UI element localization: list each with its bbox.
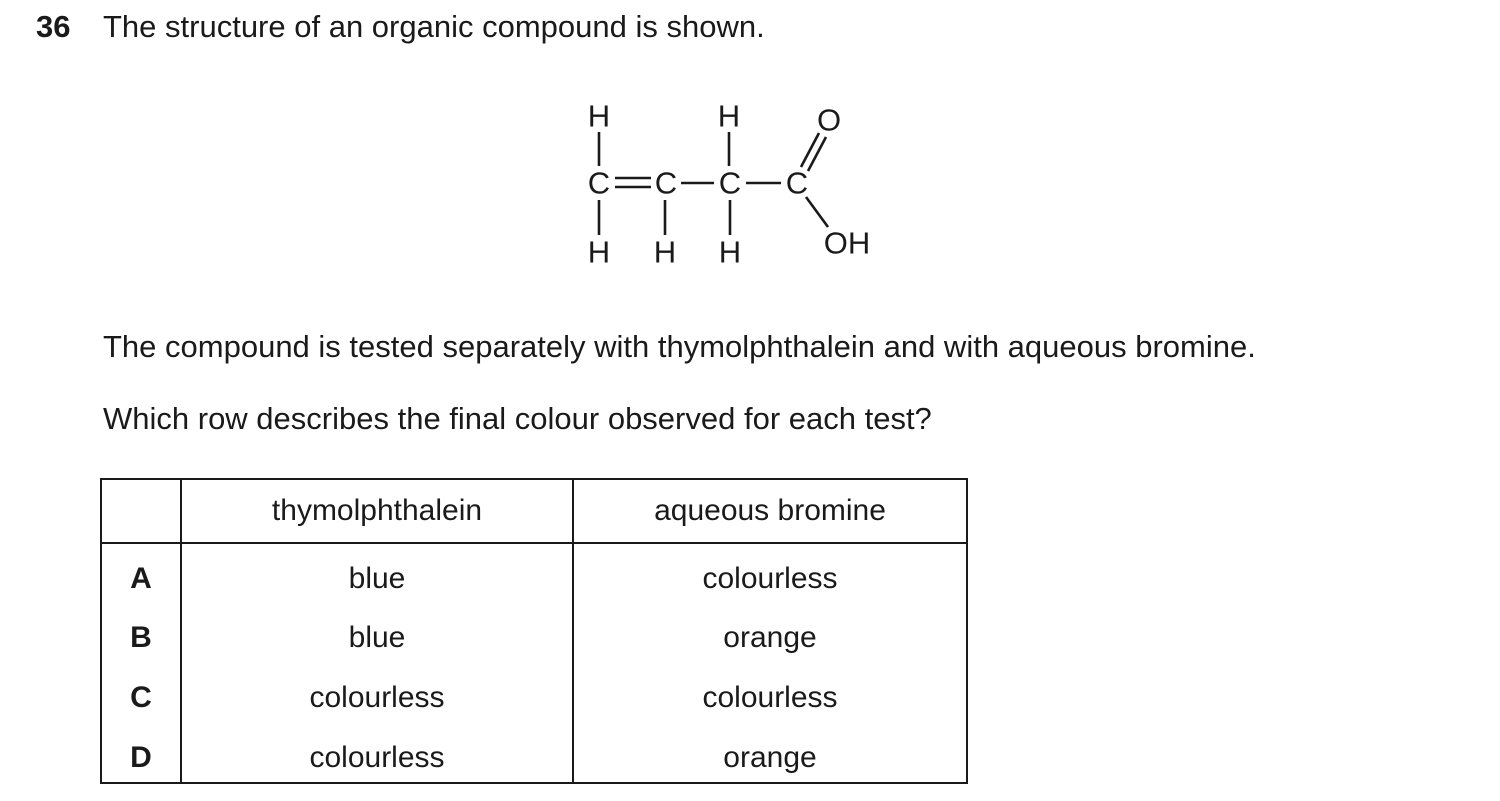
row-a-aqueous-bromine-value: colourless [573,543,967,603]
atom-label-c1: C [587,165,611,201]
bond-c4-o-double-right [808,137,826,171]
atom-label-h-c3-bottom: H [718,234,742,270]
row-b-aqueous-bromine-value: orange [573,603,967,663]
atom-label-c3: C [718,165,742,201]
atom-label-oh-group: OH [823,225,871,261]
header-cell-blank [101,479,181,543]
atom-label-h-c2-bottom: H [653,234,677,270]
option-letter-b: B [130,621,152,654]
row-b-thymolphthalein-value: blue [181,603,573,663]
test-statement-text: The compound is tested separately with thymolphthalein and with aqueous bromine. [103,329,1256,364]
atom-label-c2: C [654,165,678,201]
question-number: 36 [36,9,71,44]
row-d-thymolphthalein-value: colourless [181,723,573,783]
chemical-structure-diagram [560,90,900,290]
table-row-b [101,603,967,663]
question-intro-text: The structure of an organic compound is shown. [103,9,765,44]
option-letter-c: C [130,681,152,714]
row-d-aqueous-bromine-value: orange [573,723,967,783]
atom-label-c4: C [785,165,809,201]
answer-table-header-row [101,479,967,543]
option-letter-d: D [130,740,152,774]
table-row-c [101,663,967,723]
atom-label-o-double: O [816,102,842,138]
table-row-d [101,723,967,783]
row-c-aqueous-bromine-value: colourless [573,663,967,723]
atom-label-h-c1-top: H [587,98,611,134]
option-letter-a: A [130,561,152,595]
bond-c4-o-double-left [801,133,819,167]
row-a-thymolphthalein-value: blue [181,543,573,603]
atom-label-h-c3-top: H [717,98,741,134]
table-row-a [101,543,967,603]
row-c-thymolphthalein-value: colourless [181,663,573,723]
header-cell-thymolphthalein: thymolphthalein [181,479,573,543]
question-prompt-text: Which row describes the final colour observed for each test? [103,401,932,436]
bond-c4-oh [806,197,828,227]
atom-label-h-c1-bottom: H [587,234,611,270]
answer-table [100,478,968,784]
header-cell-aqueous-bromine: aqueous bromine [573,479,967,543]
